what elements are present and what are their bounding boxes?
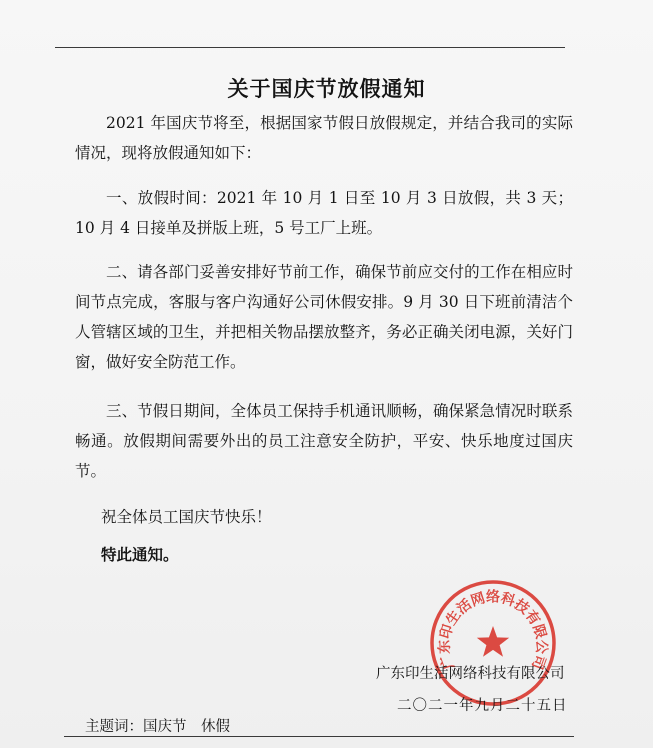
top-rule [55, 47, 565, 48]
greeting-text: 祝全体员工国庆节快乐！ [101, 508, 272, 526]
subject-keywords: 主题词：国庆节 休假 [85, 719, 230, 735]
item-2-paragraph: 二、请各部门妥善安排好节前工作，确保节前应交付的工作在相应时间节点完成，客服与客户沟通好公司休假安排。9 月 30 日下班前清洁个人管辖区域的卫生，并把相关物品摆放整齐，务必正确关闭电源，关好门窗，做好安全防范工作。 [75, 263, 573, 371]
seal-text: 广东印生活网络科技有限公司 [436, 589, 550, 672]
item-1-paragraph: 一、放假时间：2021 年 10 月 1 日至 10 月 3 日放假，共 3 天；10 月 4 日接单及拼版上班，5 号工厂上班。 [75, 189, 573, 237]
notice-title: 关于国庆节放假通知 [227, 76, 426, 101]
bottom-rule [64, 736, 574, 737]
intro-paragraph: 2021 年国庆节将至，根据国家节假日放假规定，并结合我司的实际情况，现将放假通知如下： [75, 114, 573, 162]
company-name: 广东印生活网络科技有限公司 [376, 666, 565, 682]
item-3-paragraph: 三、节假日期间，全体员工保持手机通讯顺畅，确保紧急情况时联系畅通。放假期间需要外出的员工注意安全防护，平安、快乐地度过国庆节。 [75, 402, 573, 480]
company-seal [428, 578, 558, 708]
seal-star [477, 626, 509, 657]
notice-date: 二〇二一年九月二十五日 [397, 698, 568, 714]
closing-text: 特此通知。 [101, 545, 179, 564]
